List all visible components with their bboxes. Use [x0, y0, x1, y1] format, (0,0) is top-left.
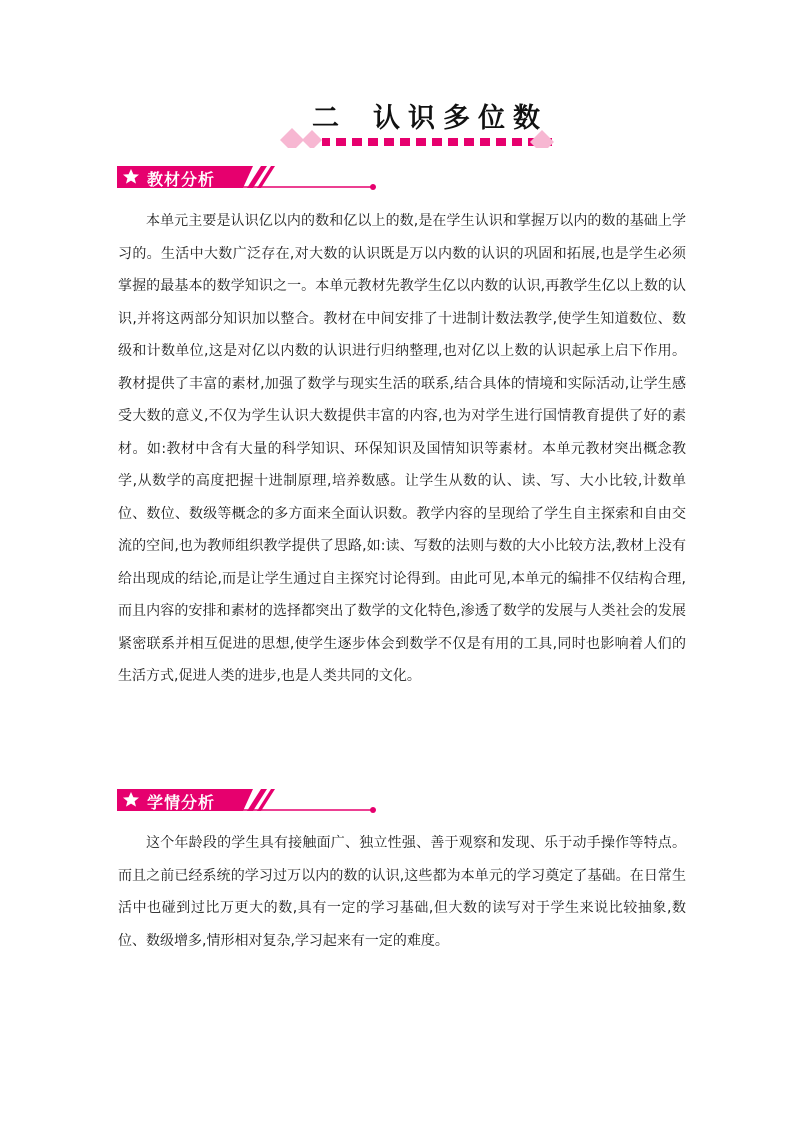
section-header-dot	[370, 184, 376, 190]
section-heading-label: 学情分析	[147, 793, 216, 812]
title-number: 二	[312, 103, 347, 134]
paragraph-textbook-analysis: 本单元主要是认识亿以内的数和亿以上的数,是在学生认识和掌握万以内的数的基础上学习的。生活中大数广泛存在,对大数的认识既是万以内数的认识的巩固和拓展,也是学生必须掌握的最基本的数学知识之一。本单元教材先教学生亿以内数的认识,再教学生亿以上数的认识,并将这两部分知识加以整合。教材在中间安排了十进制计数法教学,使学生知道数位、数级和计数单位,这是对亿以内数的认识进行归纳整理,也对亿以上数的认识起承上启下作用。教材提供了丰富的素材,加强了数学与现实生活的联系,结合具体的情境和实际活动,让学生感受大数的意义,不仅为学生认识大数提供丰富的内容,也为对学生进行国情教育提供了好的素材。如:教材中含有大量的科学知识、环保知识及国情知识等素材。本单元教材突出概念教学,从数学的高度把握十进制原理,培养数感。让学生从数的认、读、写、大小比较,计数单位、数位、数级等概念的多方面来全面认识数。教学内容的呈现给了学生自主探索和自由交流的空间,也为教师组织教学提供了思路,如:读、写数的法则与数的大小比较方法,教材上没有给出现成的结论,而是让学生通过自主探究讨论得到。由此可见,本单元的编排不仅结构合理,而且内容的安排和素材的选择都突出了数学的文化特色,渗透了数学的发展与人类社会的发展紧密联系并相互促进的思想,使学生逐步体会到数学不仅是有用的工具,同时也影响着人们的生活方式,促进人类的进步,也是人类共同的文化。	[118, 213, 686, 684]
page-title-block	[272, 96, 562, 158]
section-header-learner-analysis	[117, 789, 377, 817]
section-heading-label: 教材分析	[147, 170, 216, 189]
title-text	[312, 96, 548, 135]
section-header-dot	[370, 807, 376, 813]
title-main: 认识多位数	[373, 103, 548, 134]
title-diamond-left	[280, 128, 304, 148]
title-underline-bar	[322, 138, 552, 146]
section-header-textbook-analysis	[117, 166, 377, 194]
paragraph-learner-analysis: 这个年龄段的学生具有接触面广、独立性强、善于观察和发现、乐于动手操作等特点。而且之前已经系统的学习过万以内的数的认识,这些都为本单元的学习奠定了基础。在日常生活中也碰到过比万更大的数,具有一定的学习基础,但大数的读写对于学生来说比较抽象,数位、数级增多,情形相对复杂,学习起来有一定的难度。	[118, 835, 686, 949]
